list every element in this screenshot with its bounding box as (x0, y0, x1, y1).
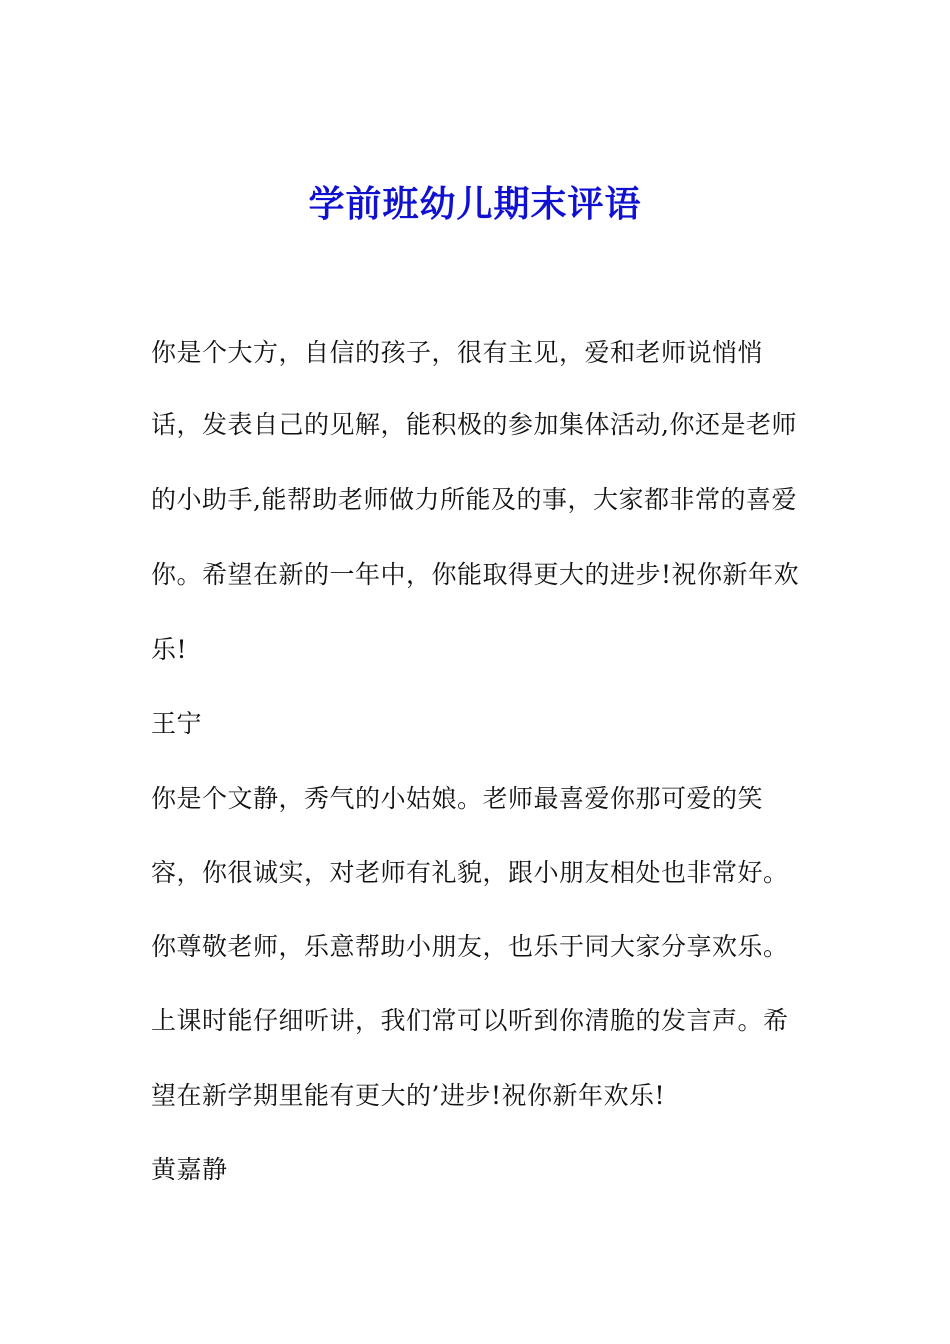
entry-2-line-5: 望在新学期里能有更大的’进步!祝你新年欢乐! (151, 1081, 666, 1110)
entry-1-line-2: 话，发表自己的见解，能积极的参加集体活动,你还是老师 (151, 410, 797, 439)
entry-2-student-name: 黄嘉静 (151, 1155, 228, 1184)
entry-2-line-4: 上课时能仔细听讲，我们常可以听到你清脆的发言声。希 (151, 1006, 789, 1035)
entry-1-line-3: 的小助手,能帮助老师做力所能及的事，大家都非常的喜爱 (151, 485, 797, 514)
entry-2-line-3: 你尊敬老师，乐意帮助小朋友，也乐于同大家分享欢乐。 (151, 932, 789, 961)
entry-1-line-1: 你是个大方，自信的孩子，很有主见，爱和老师说悄悄 (151, 338, 764, 367)
document-title: 学前班幼儿期末评语 (308, 183, 642, 225)
entry-1-line-5: 乐! (151, 635, 188, 664)
entry-2-line-1: 你是个文静，秀气的小姑娘。老师最喜爱你那可爱的笑 (151, 784, 764, 813)
entry-1-line-4: 你。希望在新的一年中，你能取得更大的进步!祝你新年欢 (151, 560, 800, 589)
entry-2-line-2: 容，你很诚实，对老师有礼貌，跟小朋友相处也非常好。 (151, 858, 789, 887)
entry-1-student-name: 王宁 (151, 709, 203, 738)
